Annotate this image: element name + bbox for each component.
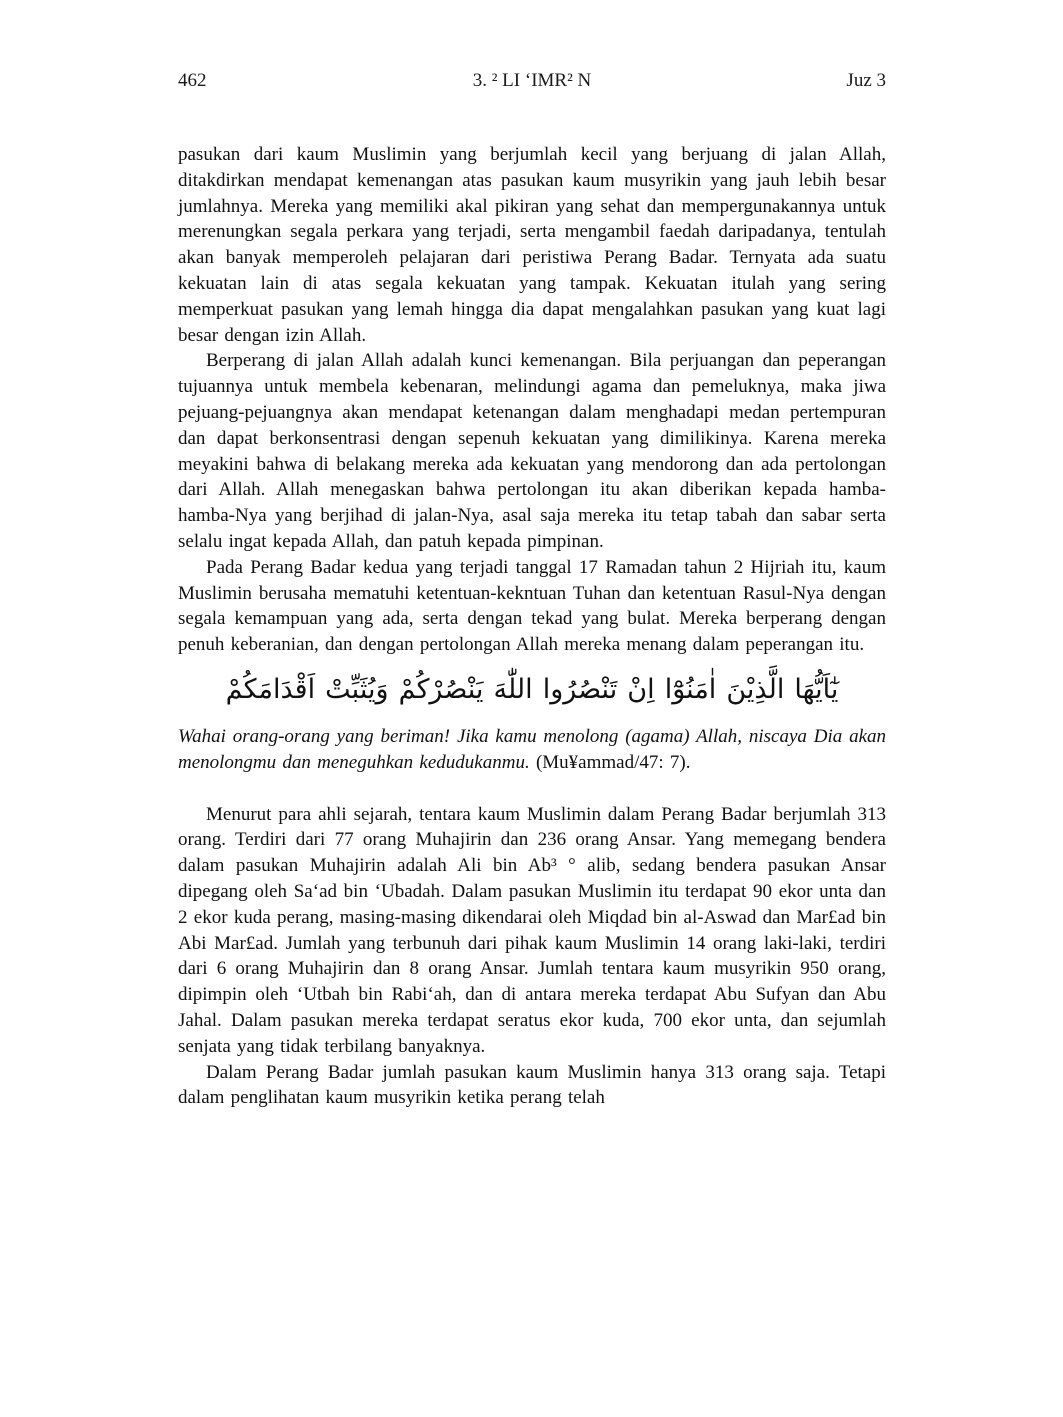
verse-reference: (Mu¥ammad/47: 7). <box>535 751 691 773</box>
page-body <box>178 142 886 1111</box>
page-header <box>178 70 886 92</box>
surah-title: 3. ² LI ‘IMR² N <box>472 70 592 91</box>
page-number: 462 <box>178 70 207 91</box>
paragraph: Menurut para ahli sejarah, tentara kaum Muslimin dalam Perang Badar berjumlah 313 orang. Terdiri dari 77 orang Muhajirin dan 236 orang Ansar. Yang memegang bendera dalam pasukan Muhajirin adalah Ali bin Ab³ ° alib, sedang bendera pasukan Ansar dipegang oleh Sa‘ad bin ‘Ubadah. Dalam pasukan Muslimin itu terdapat 90 ekor unta dan 2 ekor kuda perang, masing-masing dikendarai oleh Miqdad bin al-Aswad dan Mar£ad bin Abi Mar£ad. Jumlah yang terbunuh dari pihak kaum Muslimin 14 orang laki-laki, terdiri dari 6 orang Muhajirin dan 8 orang Ansar. Jumlah tentara kaum musyrikin 950 orang, dipimpin oleh ‘Utbah bin Rabi‘ah, dan di antara mereka terdapat Abu Sufyan dan Abu Jahal. Dalam pasukan mereka terdapat seratus ekor kuda, 700 ekor unta, dan sejumlah senjata yang tidak terbilang banyaknya. <box>178 803 886 1057</box>
verse-translation-text: Wahai orang-orang yang beriman! Jika kamu menolong (agama) Allah, niscaya Dia akan menolongmu dan meneguhkan kedudukanmu. <box>178 725 886 773</box>
arabic-verse: يٰٓاَيُّهَا الَّذِيْنَ اٰمَنُوْٓا اِنْ تَنْصُرُوا اللّٰهَ يَنْصُرْكُمْ وَيُثَبِّتْ اَقْدَامَكُمْ <box>225 673 839 705</box>
paragraph-continuation: pasukan dari kaum Muslimin yang berjumlah kecil yang berjuang di jalan Allah, ditakdirkan mendapat kemenangan atas pasukan kaum musyrikin yang jauh lebih besar jumlahnya. Mereka yang memiliki akal pikiran yang sehat dan mempergunakannya untuk merenungkan segala perkara yang terjadi, serta mengambil faedah daripadanya, tentulah akan banyak memperoleh pelajaran dari peristiwa Perang Badar. Ternyata ada suatu kekuatan lain di atas segala kekuatan yang tampak. Kekuatan itulah yang sering memperkuat pasukan yang lemah hingga dia dapat mengalahkan pasukan yang kuat lagi besar dengan izin Allah. <box>178 144 886 346</box>
paragraph: Pada Perang Badar kedua yang terjadi tanggal 17 Ramadan tahun 2 Hijriah itu, kaum Muslimin berusaha mematuhi ketentuan-kekntuan Tuhan dan ketentuan Rasul-Nya dengan segala kemampuan yang ada, serta dengan tekad yang bulat. Mereka berperang dengan penuh keberanian, dan dengan pertolongan Allah mereka menang dalam peperangan itu. <box>178 556 886 656</box>
paragraph: Berperang di jalan Allah adalah kunci kemenangan. Bila perjuangan dan peperangan tujuannya untuk membela kebenaran, melindungi agama dan pemeluknya, maka jiwa pejuang-pejuangnya akan mendapat ketenangan dalam menghadapi medan pertempuran dan dapat berkonsentrasi dengan sepenuh kekuatan yang dimilikinya. Karena mereka meyakini bahwa di belakang mereka ada kekuatan yang mendorong dan ada pertolongan dari Allah. Allah menegaskan bahwa pertolongan itu akan diberikan kepada hamba-hamba-Nya yang berjihad di jalan-Nya, asal saja mereka itu tetap tabah dan sabar serta selalu ingat kepada Allah, dan patuh kepada pimpinan. <box>178 350 886 552</box>
verse-translation <box>178 724 886 776</box>
paragraph: Dalam Perang Badar jumlah pasukan kaum Muslimin hanya 313 orang saja. Tetapi dalam penglihatan kaum musyrikin ketika perang telah <box>178 1061 886 1109</box>
juz-label: Juz 3 <box>846 70 886 91</box>
